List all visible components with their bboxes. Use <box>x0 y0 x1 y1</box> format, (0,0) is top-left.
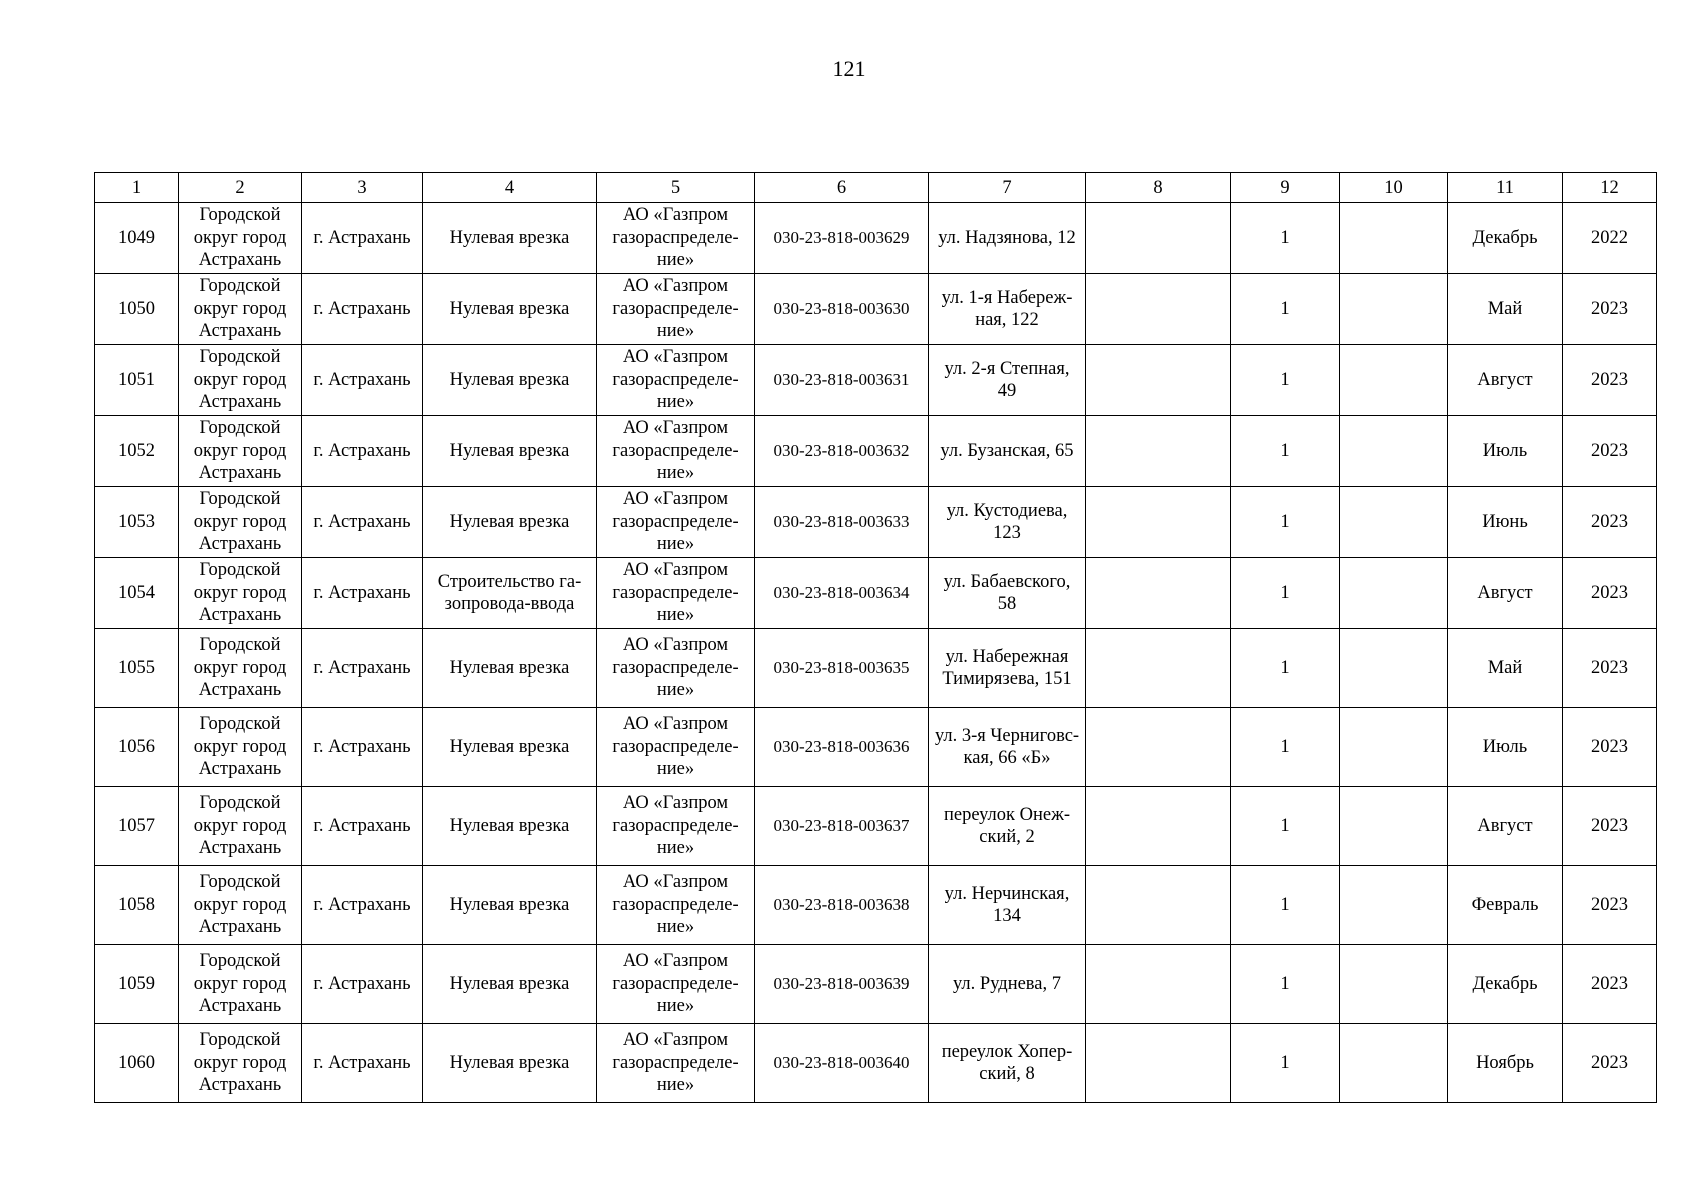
cell-address-line: переулок Онеж- <box>943 804 1071 825</box>
cell-organization-line: ние» <box>656 534 695 555</box>
cell-address-line: ул. Нерчинская, <box>944 883 1070 904</box>
cell-work-type <box>423 203 597 274</box>
cell-column-10 <box>1340 416 1448 487</box>
cell-city: г. Астрахань <box>302 787 423 866</box>
cell-work-type <box>423 866 597 945</box>
cell-year: 2023 <box>1563 416 1657 487</box>
cell-district-line: Городской <box>199 418 281 439</box>
cell-work-type <box>423 345 597 416</box>
cell-organization-line: газораспределе- <box>612 440 739 461</box>
cell-address-line: ул. Надзянова, 12 <box>938 227 1076 248</box>
cell-quantity: 1 <box>1231 866 1340 945</box>
cell-month: Июнь <box>1448 487 1563 558</box>
cell-organization <box>597 416 755 487</box>
cell-address <box>929 629 1086 708</box>
cell-district <box>179 787 302 866</box>
cell-year: 2023 <box>1563 1024 1657 1103</box>
table-row <box>95 203 1657 274</box>
page-number: 121 <box>832 56 866 81</box>
table-row <box>95 1024 1657 1103</box>
cell-year: 2023 <box>1563 787 1657 866</box>
cell-column-8 <box>1086 345 1231 416</box>
cell-address-line: 134 <box>993 906 1021 926</box>
cell-organization-line: газораспределе- <box>612 227 739 248</box>
cell-address-line: ский, 8 <box>979 1064 1035 1084</box>
cell-district-line: Городской <box>199 276 281 297</box>
cell-work-type <box>423 487 597 558</box>
cell-address-line: Тимирязева, 151 <box>942 669 1072 689</box>
cell-organization-line: ние» <box>656 996 695 1017</box>
cell-column-10 <box>1340 203 1448 274</box>
cell-work-type-line: зопровода-ввода <box>444 594 575 614</box>
cell-year: 2023 <box>1563 487 1657 558</box>
cell-district-line: Городской <box>199 951 281 972</box>
cell-organization <box>597 487 755 558</box>
cell-work-type <box>423 945 597 1024</box>
cell-address <box>929 416 1086 487</box>
cell-work-type <box>423 787 597 866</box>
cell-address <box>929 945 1086 1024</box>
cell-code: 030-23-818-003632 <box>755 416 929 487</box>
cell-organization-line: ние» <box>656 463 695 484</box>
cell-quantity: 1 <box>1231 629 1340 708</box>
cell-column-10 <box>1340 708 1448 787</box>
cell-address <box>929 866 1086 945</box>
cell-organization-line: АО «Газпром <box>622 347 729 368</box>
cell-work-type-line: Нулевая врезка <box>449 973 570 994</box>
cell-address <box>929 708 1086 787</box>
cell-district <box>179 1024 302 1103</box>
cell-column-10 <box>1340 274 1448 345</box>
cell-organization <box>597 866 755 945</box>
cell-district-line: Астрахань <box>198 996 282 1017</box>
cell-district-line: Городской <box>199 347 281 368</box>
cell-city: г. Астрахань <box>302 708 423 787</box>
cell-year: 2023 <box>1563 629 1657 708</box>
cell-month: Декабрь <box>1448 203 1563 274</box>
cell-work-type <box>423 708 597 787</box>
cell-organization-line: ние» <box>656 680 695 701</box>
cell-organization-line: газораспределе- <box>612 369 739 390</box>
cell-column-8 <box>1086 1024 1231 1103</box>
cell-district-line: Городской <box>199 560 281 581</box>
cell-code: 030-23-818-003637 <box>755 787 929 866</box>
cell-row-number: 1056 <box>95 708 179 787</box>
cell-work-type-line: Нулевая врезка <box>449 227 570 248</box>
cell-address <box>929 487 1086 558</box>
cell-organization-line: АО «Газпром <box>622 951 729 972</box>
table-row <box>95 487 1657 558</box>
cell-row-number: 1055 <box>95 629 179 708</box>
cell-district-line: Городской <box>199 635 281 656</box>
cell-year: 2023 <box>1563 345 1657 416</box>
cell-organization-line: газораспределе- <box>612 582 739 603</box>
cell-address-line: ул. 2-я Степная, <box>944 358 1070 379</box>
cell-organization <box>597 1024 755 1103</box>
cell-code: 030-23-818-003630 <box>755 274 929 345</box>
table-row <box>95 274 1657 345</box>
cell-month: Май <box>1448 274 1563 345</box>
cell-month: Февраль <box>1448 866 1563 945</box>
cell-district <box>179 945 302 1024</box>
cell-district-line: Астрахань <box>198 605 282 626</box>
cell-address-line: ул. 3-я Черниговс- <box>934 725 1080 746</box>
cell-district-line: округ город <box>193 1052 287 1073</box>
column-number: 8 <box>1086 173 1231 203</box>
cell-organization <box>597 345 755 416</box>
cell-organization-line: ние» <box>656 759 695 780</box>
table-row <box>95 866 1657 945</box>
cell-quantity: 1 <box>1231 945 1340 1024</box>
cell-district-line: округ город <box>193 973 287 994</box>
cell-organization-line: газораспределе- <box>612 815 739 836</box>
cell-district <box>179 708 302 787</box>
cell-row-number: 1049 <box>95 203 179 274</box>
cell-organization-line: АО «Газпром <box>622 418 729 439</box>
column-number: 6 <box>755 173 929 203</box>
cell-address-line: ул. Набережная <box>945 646 1069 667</box>
cell-district <box>179 203 302 274</box>
cell-code: 030-23-818-003633 <box>755 487 929 558</box>
cell-work-type <box>423 558 597 629</box>
cell-row-number: 1050 <box>95 274 179 345</box>
cell-district-line: Астрахань <box>198 838 282 859</box>
cell-column-10 <box>1340 629 1448 708</box>
cell-organization <box>597 708 755 787</box>
cell-organization-line: АО «Газпром <box>622 560 729 581</box>
cell-column-8 <box>1086 274 1231 345</box>
cell-district-line: Астрахань <box>198 759 282 780</box>
table-row <box>95 945 1657 1024</box>
cell-organization-line: ние» <box>656 321 695 342</box>
cell-row-number: 1051 <box>95 345 179 416</box>
column-number: 11 <box>1448 173 1563 203</box>
column-number: 3 <box>302 173 423 203</box>
cell-organization-line: АО «Газпром <box>622 205 729 226</box>
cell-month: Июль <box>1448 416 1563 487</box>
cell-quantity: 1 <box>1231 274 1340 345</box>
cell-organization-line: ние» <box>656 392 695 413</box>
cell-district <box>179 629 302 708</box>
cell-district-line: округ город <box>193 894 287 915</box>
cell-address <box>929 203 1086 274</box>
cell-column-8 <box>1086 708 1231 787</box>
cell-organization-line: газораспределе- <box>612 657 739 678</box>
cell-district-line: Астрахань <box>198 680 282 701</box>
cell-work-type-line: Нулевая врезка <box>449 511 570 532</box>
column-number: 7 <box>929 173 1086 203</box>
cell-column-10 <box>1340 558 1448 629</box>
cell-row-number: 1054 <box>95 558 179 629</box>
cell-organization <box>597 203 755 274</box>
column-number: 1 <box>95 173 179 203</box>
cell-address <box>929 558 1086 629</box>
cell-organization-line: газораспределе- <box>612 1052 739 1073</box>
cell-organization-line: АО «Газпром <box>622 635 729 656</box>
cell-quantity: 1 <box>1231 787 1340 866</box>
cell-organization-line: газораспределе- <box>612 973 739 994</box>
cell-district-line: округ город <box>193 440 287 461</box>
cell-month: Ноябрь <box>1448 1024 1563 1103</box>
cell-year: 2023 <box>1563 866 1657 945</box>
cell-district-line: Городской <box>199 872 281 893</box>
column-number: 10 <box>1340 173 1448 203</box>
cell-address-line: ул. Руднева, 7 <box>952 973 1062 994</box>
cell-address-line: 58 <box>997 594 1017 614</box>
column-number: 5 <box>597 173 755 203</box>
cell-month: Август <box>1448 787 1563 866</box>
cell-quantity: 1 <box>1231 416 1340 487</box>
cell-organization <box>597 945 755 1024</box>
cell-city: г. Астрахань <box>302 416 423 487</box>
cell-code: 030-23-818-003629 <box>755 203 929 274</box>
cell-address-line: ул. Кустодиева, <box>946 500 1068 521</box>
cell-district-line: Астрахань <box>198 534 282 555</box>
cell-work-type <box>423 629 597 708</box>
cell-city: г. Астрахань <box>302 487 423 558</box>
cell-organization <box>597 787 755 866</box>
cell-work-type-line: Нулевая врезка <box>449 1052 570 1073</box>
cell-row-number: 1053 <box>95 487 179 558</box>
cell-row-number: 1052 <box>95 416 179 487</box>
cell-district-line: округ город <box>193 298 287 319</box>
cell-district <box>179 866 302 945</box>
cell-city: г. Астрахань <box>302 203 423 274</box>
cell-column-10 <box>1340 487 1448 558</box>
table-body <box>95 203 1657 1103</box>
cell-code: 030-23-818-003636 <box>755 708 929 787</box>
cell-year: 2023 <box>1563 945 1657 1024</box>
cell-district <box>179 345 302 416</box>
cell-organization-line: ние» <box>656 250 695 271</box>
cell-district-line: Городской <box>199 205 281 226</box>
table-row <box>95 558 1657 629</box>
cell-column-10 <box>1340 866 1448 945</box>
cell-column-8 <box>1086 487 1231 558</box>
cell-district-line: Астрахань <box>198 1075 282 1096</box>
cell-organization-line: АО «Газпром <box>622 714 729 735</box>
cell-year: 2022 <box>1563 203 1657 274</box>
cell-work-type <box>423 274 597 345</box>
cell-district-line: округ город <box>193 369 287 390</box>
cell-address-line: ул. Бабаевского, <box>943 571 1071 592</box>
cell-district <box>179 487 302 558</box>
cell-quantity: 1 <box>1231 203 1340 274</box>
cell-district-line: Городской <box>199 793 281 814</box>
cell-district-line: округ город <box>193 736 287 757</box>
cell-column-8 <box>1086 866 1231 945</box>
cell-address <box>929 787 1086 866</box>
cell-work-type <box>423 1024 597 1103</box>
cell-address-line: ул. Бузанская, 65 <box>940 440 1074 461</box>
cell-district-line: Астрахань <box>198 250 282 271</box>
cell-district-line: округ город <box>193 227 287 248</box>
cell-column-8 <box>1086 558 1231 629</box>
cell-work-type-line: Нулевая врезка <box>449 298 570 319</box>
cell-district-line: Городской <box>199 714 281 735</box>
cell-address <box>929 345 1086 416</box>
cell-address-line: ная, 122 <box>975 310 1039 330</box>
cell-district-line: округ город <box>193 511 287 532</box>
cell-district <box>179 274 302 345</box>
column-number: 12 <box>1563 173 1657 203</box>
cell-district-line: Астрахань <box>198 392 282 413</box>
cell-organization-line: газораспределе- <box>612 894 739 915</box>
cell-district-line: Астрахань <box>198 463 282 484</box>
cell-work-type-line: Нулевая врезка <box>449 369 570 390</box>
cell-month: Май <box>1448 629 1563 708</box>
cell-month: Август <box>1448 345 1563 416</box>
cell-column-8 <box>1086 787 1231 866</box>
cell-year: 2023 <box>1563 558 1657 629</box>
cell-organization-line: ние» <box>656 605 695 626</box>
cell-code: 030-23-818-003638 <box>755 866 929 945</box>
cell-address-line: ский, 2 <box>979 827 1035 847</box>
cell-city: г. Астрахань <box>302 1024 423 1103</box>
cell-organization <box>597 629 755 708</box>
cell-city: г. Астрахань <box>302 558 423 629</box>
table-row <box>95 787 1657 866</box>
cell-district-line: Городской <box>199 1030 281 1051</box>
cell-organization-line: АО «Газпром <box>622 1030 729 1051</box>
cell-work-type <box>423 416 597 487</box>
cell-address <box>929 274 1086 345</box>
cell-organization-line: ние» <box>656 838 695 859</box>
cell-month: Август <box>1448 558 1563 629</box>
cell-row-number: 1060 <box>95 1024 179 1103</box>
cell-work-type-line: Нулевая врезка <box>449 736 570 757</box>
cell-year: 2023 <box>1563 708 1657 787</box>
cell-organization-line: газораспределе- <box>612 736 739 757</box>
cell-work-type-line: Нулевая врезка <box>449 815 570 836</box>
cell-quantity: 1 <box>1231 487 1340 558</box>
cell-organization-line: ние» <box>656 1075 695 1096</box>
cell-year: 2023 <box>1563 274 1657 345</box>
cell-district-line: округ город <box>193 657 287 678</box>
cell-district-line: Городской <box>199 489 281 510</box>
cell-code: 030-23-818-003635 <box>755 629 929 708</box>
cell-work-type-line: Нулевая врезка <box>449 894 570 915</box>
cell-column-8 <box>1086 629 1231 708</box>
cell-city: г. Астрахань <box>302 629 423 708</box>
cell-district-line: округ город <box>193 815 287 836</box>
cell-district-line: Астрахань <box>198 321 282 342</box>
cell-city: г. Астрахань <box>302 345 423 416</box>
cell-month: Декабрь <box>1448 945 1563 1024</box>
cell-column-8 <box>1086 945 1231 1024</box>
cell-address-line: кая, 66 «Б» <box>963 748 1051 768</box>
column-number: 2 <box>179 173 302 203</box>
cell-organization-line: ние» <box>656 917 695 938</box>
cell-month: Июль <box>1448 708 1563 787</box>
cell-quantity: 1 <box>1231 708 1340 787</box>
cell-row-number: 1059 <box>95 945 179 1024</box>
table-row <box>95 708 1657 787</box>
column-number-row <box>95 173 1657 203</box>
cell-code: 030-23-818-003639 <box>755 945 929 1024</box>
cell-district <box>179 416 302 487</box>
cell-city: г. Астрахань <box>302 274 423 345</box>
cell-address-line: 123 <box>993 523 1021 543</box>
cell-district-line: округ город <box>193 582 287 603</box>
cell-organization-line: газораспределе- <box>612 511 739 532</box>
column-number: 4 <box>423 173 597 203</box>
cell-district-line: Астрахань <box>198 917 282 938</box>
column-number: 9 <box>1231 173 1340 203</box>
cell-address-line: 49 <box>997 381 1017 401</box>
cell-work-type-line: Нулевая врезка <box>449 657 570 678</box>
cell-city: г. Астрахань <box>302 945 423 1024</box>
table-row <box>95 629 1657 708</box>
cell-organization-line: АО «Газпром <box>622 793 729 814</box>
cell-organization <box>597 558 755 629</box>
cell-row-number: 1058 <box>95 866 179 945</box>
table-row <box>95 416 1657 487</box>
cell-organization-line: АО «Газпром <box>622 872 729 893</box>
cell-address-line: переулок Хопер- <box>941 1041 1073 1062</box>
cell-column-10 <box>1340 1024 1448 1103</box>
table-row <box>95 345 1657 416</box>
cell-code: 030-23-818-003631 <box>755 345 929 416</box>
cell-column-10 <box>1340 345 1448 416</box>
cell-quantity: 1 <box>1231 345 1340 416</box>
register-table <box>94 172 1657 1103</box>
cell-city: г. Астрахань <box>302 866 423 945</box>
cell-address-line: ул. 1-я Набереж- <box>941 287 1073 308</box>
cell-column-8 <box>1086 416 1231 487</box>
cell-column-10 <box>1340 787 1448 866</box>
cell-organization <box>597 274 755 345</box>
cell-work-type-line: Нулевая врезка <box>449 440 570 461</box>
cell-row-number: 1057 <box>95 787 179 866</box>
cell-district <box>179 558 302 629</box>
cell-quantity: 1 <box>1231 558 1340 629</box>
cell-code: 030-23-818-003640 <box>755 1024 929 1103</box>
cell-quantity: 1 <box>1231 1024 1340 1103</box>
cell-code: 030-23-818-003634 <box>755 558 929 629</box>
cell-address <box>929 1024 1086 1103</box>
cell-work-type-line: Строительство га- <box>437 571 582 592</box>
cell-organization-line: газораспределе- <box>612 298 739 319</box>
cell-column-10 <box>1340 945 1448 1024</box>
cell-column-8 <box>1086 203 1231 274</box>
cell-organization-line: АО «Газпром <box>622 276 729 297</box>
cell-organization-line: АО «Газпром <box>622 489 729 510</box>
